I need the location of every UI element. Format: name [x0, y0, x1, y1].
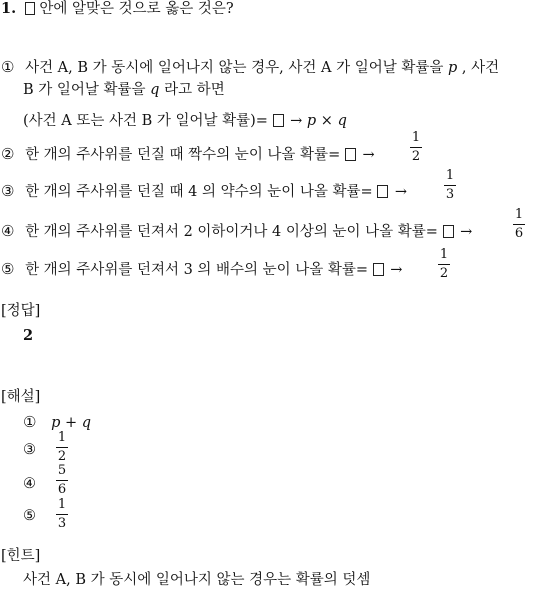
choice-5-marker: ⑤ [1, 260, 15, 278]
choice-1-marker: ① [1, 58, 15, 76]
choice-3-text: 한 개의 주사위를 던질 때 4 의 약수의 눈이 나올 확률= [25, 184, 373, 200]
explanation-item-2-fraction [56, 431, 68, 464]
choice-1-line-1 [1, 58, 499, 77]
explanation-item-1-marker: ① [23, 413, 37, 431]
choice-1-line-2 [23, 81, 225, 99]
choice-4-arrow: → [460, 224, 473, 240]
choice-2-fraction [410, 131, 422, 164]
explanation-item-4-den: 3 [57, 516, 67, 531]
choice-3-den: 3 [445, 187, 455, 202]
explanation-heading: [해설] [1, 389, 41, 405]
explanation-item-4-marker: ⑤ [23, 508, 36, 524]
choice-4-text: 한 개의 주사위를 던져서 2 이하이거나 4 이상의 눈이 나올 확률= [25, 224, 438, 240]
blank-box-icon [273, 114, 284, 127]
hint-text: 사건 A, B 가 동시에 일어나지 않는 경우는 확률의 덧셈 [23, 572, 371, 588]
choice-1-line2-a: B 가 일어날 확률을 [23, 82, 146, 98]
blank-box-icon [345, 148, 356, 161]
choice-5-den: 2 [439, 266, 449, 281]
answer-value: 2 [23, 327, 34, 344]
choice-5 [1, 260, 402, 279]
choice-3-num: 1 [445, 168, 455, 183]
choice-1-line3: (사건 A 또는 사건 B 가 일어날 확률)= [23, 113, 268, 129]
explanation-item-2-den: 2 [57, 449, 67, 464]
choice-2-den: 2 [411, 149, 421, 164]
choice-3 [1, 182, 407, 201]
choice-1-line-3 [23, 112, 347, 130]
choice-4 [1, 222, 472, 241]
blank-box-icon [443, 225, 454, 238]
question-number: 1. [1, 0, 17, 17]
choice-5-arrow: → [390, 262, 403, 278]
choice-2-num: 1 [411, 130, 421, 145]
choice-1-var-p: p [447, 60, 458, 76]
choice-1-text: 사건 A, B 가 동시에 일어나지 않는 경우, 사건 A 가 일어날 확률을 [25, 60, 444, 76]
blank-box-icon [25, 2, 35, 15]
choice-5-num: 1 [439, 247, 449, 262]
blank-box-icon [373, 263, 384, 276]
answer-heading: [정답] [1, 303, 41, 319]
explanation-item-2-marker: ③ [23, 442, 36, 458]
blank-box-icon [377, 185, 388, 198]
choice-4-den: 6 [514, 226, 524, 241]
choice-1-var-q: q [150, 82, 160, 98]
explanation-item-3-num: 5 [57, 463, 67, 478]
choice-3-arrow: → [394, 184, 408, 200]
choice-1-expr: → p × q [290, 113, 347, 129]
choice-4-fraction [513, 208, 525, 241]
explanation-item-4-num: 1 [57, 497, 67, 512]
choice-2-text: 한 개의 주사위를 던질 때 짝수의 눈이 나올 확률= [25, 147, 341, 163]
choice-1-tail: , 사건 [461, 60, 500, 76]
explanation-item-4-fraction [56, 498, 68, 531]
choice-4-num: 1 [514, 207, 524, 222]
explanation-item-3-marker: ④ [23, 476, 36, 492]
choice-1-line2-b: 라고 하면 [164, 82, 225, 98]
hint-heading: [힌트] [1, 548, 41, 564]
explanation-item-1 [23, 413, 91, 432]
explanation-item-3-den: 6 [57, 482, 67, 497]
choice-2 [1, 145, 375, 164]
choice-3-marker: ③ [1, 182, 15, 200]
explanation-item-1-expr: p + q [51, 415, 91, 431]
choice-2-marker: ② [1, 145, 15, 163]
choice-2-arrow: → [362, 147, 375, 163]
explanation-item-3-fraction [56, 464, 68, 497]
choice-4-marker: ④ [1, 222, 15, 240]
question-stem: 안에 알맞은 것으로 옳은 것은? [39, 1, 234, 17]
explanation-item-2-num: 1 [57, 430, 67, 445]
choice-3-fraction [444, 169, 456, 202]
choice-5-fraction [438, 248, 450, 281]
question-header [1, 0, 234, 18]
choice-5-text: 한 개의 주사위를 던져서 3 의 배수의 눈이 나올 확률= [25, 262, 369, 278]
